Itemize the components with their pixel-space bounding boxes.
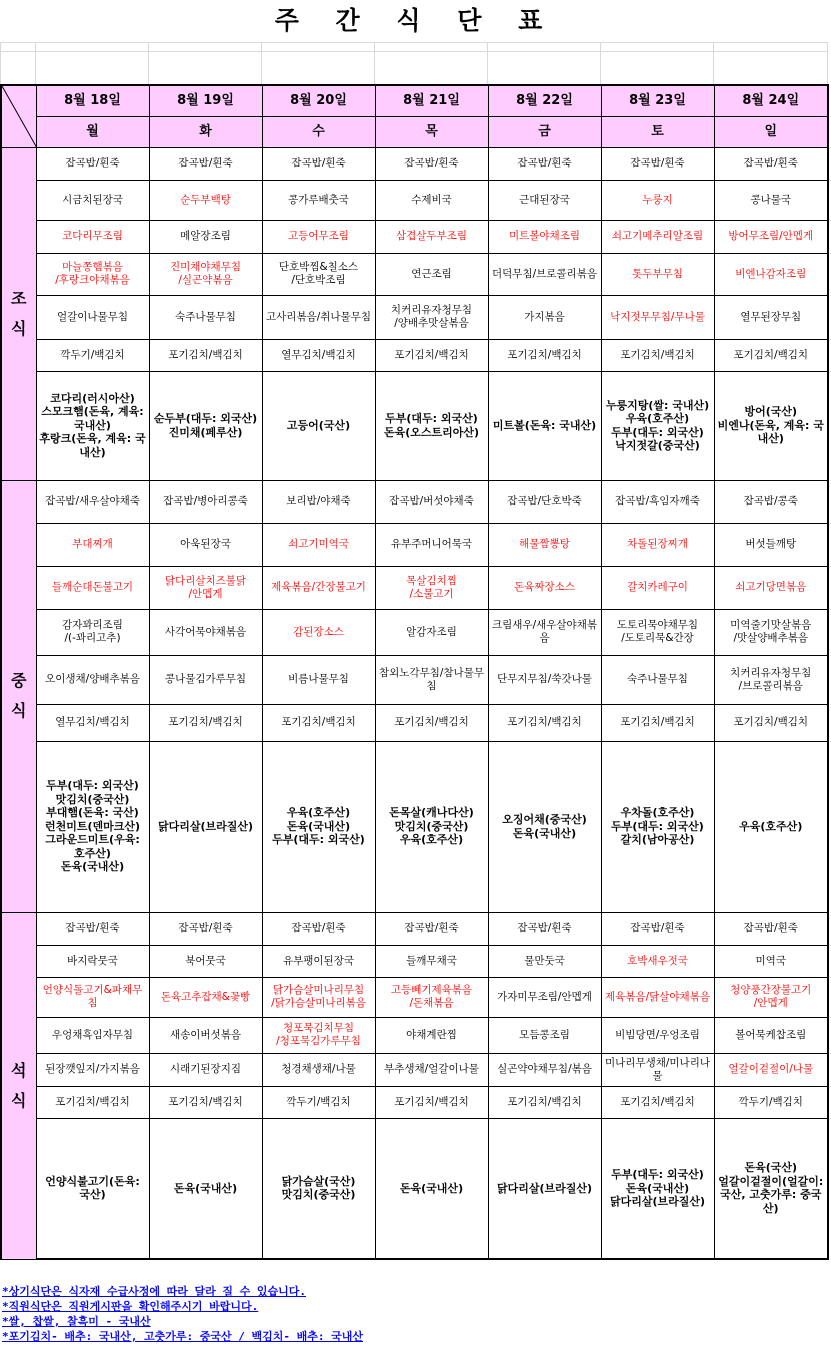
menu-item: 포기김치/백김치 <box>375 704 488 741</box>
menu-item: 잡곡밥/흰죽 <box>601 912 714 945</box>
menu-item: 목살김치찜 /소불고기 <box>375 566 488 609</box>
menu-item: 감자꽈리조림 /(-꽈리고추) <box>36 609 149 655</box>
menu-item: 언양식돌고기&파채무침 <box>36 977 149 1017</box>
menu-item: 얼갈이겉절이/나물 <box>714 1053 828 1086</box>
menu-item: 참외노각무침/참나물무침 <box>375 655 488 704</box>
menu-item: 깍두기/백김치 <box>262 1086 375 1118</box>
menu-item: 잡곡밥/버섯야채죽 <box>375 480 488 523</box>
menu-item: 잡곡밥/흰죽 <box>262 147 375 180</box>
menu-item: 수제비국 <box>375 180 488 220</box>
menu-item: 닭가슴살미나리무침 /닭가슴살미나리볶음 <box>262 977 375 1017</box>
weekday-header: 화 <box>149 116 262 147</box>
menu-item: 더덕무침/브로콜리볶음 <box>488 253 601 295</box>
origin-info: 방어(국산) 비엔나(돈육, 계육: 국내산) <box>714 371 828 480</box>
origin-info: 우육(호주산) <box>714 741 828 912</box>
menu-item: 순두부백탕 <box>149 180 262 220</box>
menu-item: 가자미무조림/안멥게 <box>488 977 601 1017</box>
menu-item: 콩가루배춧국 <box>262 180 375 220</box>
menu-item: 돈육짜장소스 <box>488 566 601 609</box>
menu-item: 북어뭇국 <box>149 945 262 977</box>
menu-item: 잡곡밥/흰죽 <box>262 912 375 945</box>
menu-item: 모듬콩조림 <box>488 1017 601 1053</box>
grid-line <box>0 51 827 52</box>
menu-item: 잡곡밥/단호박죽 <box>488 480 601 523</box>
menu-item: 차돌된장찌개 <box>601 523 714 566</box>
menu-item: 포기김치/백김치 <box>601 339 714 371</box>
origin-info: 두부(대두: 외국산) 돈육(국내산) 닭다리살(브라질산) <box>601 1118 714 1259</box>
menu-item: 코다리무조림 <box>36 220 149 253</box>
menu-item: 포기김치/백김치 <box>149 704 262 741</box>
menu-item: 고사리볶음/취나물무침 <box>262 295 375 339</box>
menu-item: 쇠고기미역국 <box>262 523 375 566</box>
menu-item: 시금치된장국 <box>36 180 149 220</box>
menu-item: 청포묵김치무침 /청포묵김가루무침 <box>262 1017 375 1053</box>
note-line: *직원식단은 직원게시판을 확인해주시기 바랍니다. <box>2 1300 259 1313</box>
date-header: 8월 19일 <box>149 85 262 116</box>
menu-item: 잡곡밥/흰죽 <box>375 912 488 945</box>
menu-item: 열무김치/백김치 <box>36 704 149 741</box>
menu-item: 아욱된장국 <box>149 523 262 566</box>
menu-item: 연근조림 <box>375 253 488 295</box>
menu-item: 미역국 <box>714 945 828 977</box>
menu-item: 갈치카레구이 <box>601 566 714 609</box>
date-header: 8월 23일 <box>601 85 714 116</box>
menu-item: 시래기된장지짐 <box>149 1053 262 1086</box>
menu-item: 보리밥/야채죽 <box>262 480 375 523</box>
menu-item: 잡곡밥/흰죽 <box>36 912 149 945</box>
menu-item: 삼겹살두부조림 <box>375 220 488 253</box>
menu-item: 숙주나물무침 <box>601 655 714 704</box>
grid-line <box>827 42 828 84</box>
grid-line <box>261 42 262 84</box>
menu-item: 단호박찜&칠소스 /단호박조림 <box>262 253 375 295</box>
menu-item: 비름나물무침 <box>262 655 375 704</box>
menu-item: 포기김치/백김치 <box>262 704 375 741</box>
menu-item: 새송이버섯볶음 <box>149 1017 262 1053</box>
menu-item: 해물짬뽕탕 <box>488 523 601 566</box>
menu-item: 콩나물김가루무침 <box>149 655 262 704</box>
menu-item: 고등어무조림 <box>262 220 375 253</box>
menu-item: 포기김치/백김치 <box>714 704 828 741</box>
menu-item: 메알장조림 <box>149 220 262 253</box>
menu-item: 잡곡밥/흰죽 <box>488 147 601 180</box>
weekday-header: 목 <box>375 116 488 147</box>
menu-item: 방어무조림/안멥게 <box>714 220 828 253</box>
date-header: 8월 21일 <box>375 85 488 116</box>
grid-line <box>374 42 375 84</box>
menu-item: 얼갈이나물무침 <box>36 295 149 339</box>
menu-item: 잡곡밥/콩죽 <box>714 480 828 523</box>
origin-info: 닭다리살(브라질산) <box>149 741 262 912</box>
menu-item: 포기김치/백김치 <box>601 704 714 741</box>
origin-info: 코다리(러시아산) 스모크햄(돈육, 계육: 국내산) 후랑크(돈육, 계육: 국내산) <box>36 371 149 480</box>
date-header: 8월 18일 <box>36 85 149 116</box>
meal-label: 중 식 <box>1 480 36 912</box>
grid-line <box>148 42 149 84</box>
menu-item: 우엉채흑임자무침 <box>36 1017 149 1053</box>
menu-item: 미역줄기맛살볶음 /맛살양배추볶음 <box>714 609 828 655</box>
menu-item: 포기김치/백김치 <box>601 1086 714 1118</box>
menu-item: 유부주머니어묵국 <box>375 523 488 566</box>
grid-line <box>0 42 827 43</box>
menu-item: 포기김치/백김치 <box>375 339 488 371</box>
menu-item: 톳두부무침 <box>601 253 714 295</box>
weekday-header: 수 <box>262 116 375 147</box>
menu-item: 잡곡밥/흰죽 <box>149 147 262 180</box>
menu-item: 열무김치/백김치 <box>262 339 375 371</box>
menu-item: 미나리무생채/미나리나물 <box>601 1053 714 1086</box>
grid-line <box>713 42 714 84</box>
meal-label: 조 식 <box>1 147 36 480</box>
menu-item: 제육볶음/닭살야채볶음 <box>601 977 714 1017</box>
menu-item: 부추생채/얼갈이나물 <box>375 1053 488 1086</box>
origin-info: 우육(호주산) 돈육(국내산) 두부(대두: 외국산) <box>262 741 375 912</box>
menu-item: 비엔나감자조림 <box>714 253 828 295</box>
menu-item: 포기김치/백김치 <box>149 339 262 371</box>
menu-item: 열무된장무침 <box>714 295 828 339</box>
menu-item: 된장깻잎지/가지볶음 <box>36 1053 149 1086</box>
menu-item: 마늘쫑햄볶음 /후랑크야채볶음 <box>36 253 149 295</box>
menu-item: 버섯들깨탕 <box>714 523 828 566</box>
menu-item: 도토리묵야채무침 /도토리묵&간장 <box>601 609 714 655</box>
menu-item: 잡곡밥/흰죽 <box>714 912 828 945</box>
origin-info: 누룽지탕(쌀: 국내산) 우육(호주산) 두부(대두: 외국산) 낙지젓갈(중국산) <box>601 371 714 480</box>
menu-item: 가지볶음 <box>488 295 601 339</box>
origin-info: 미트볼(돈육: 국내산) <box>488 371 601 480</box>
meal-label: 석 식 <box>1 912 36 1259</box>
grid-line <box>600 42 601 84</box>
grid-line <box>487 42 488 84</box>
note-line: *쌀, 찹쌀, 찰흑미 - 국내산 <box>2 1315 151 1328</box>
origin-info: 돈육(국내산) <box>375 1118 488 1259</box>
menu-item: 잡곡밥/흰죽 <box>149 912 262 945</box>
menu-item: 포기김치/백김치 <box>488 339 601 371</box>
menu-item: 야채계란찜 <box>375 1017 488 1053</box>
blank-spreadsheet-rows <box>0 42 831 84</box>
menu-item: 유부팽이된장국 <box>262 945 375 977</box>
menu-item: 들깨무채국 <box>375 945 488 977</box>
grid-line <box>35 42 36 84</box>
menu-item: 미트볼야채조림 <box>488 220 601 253</box>
menu-item: 잡곡밥/흰죽 <box>488 912 601 945</box>
origin-info: 고등어(국산) <box>262 371 375 480</box>
menu-item: 잡곡밥/흰죽 <box>601 147 714 180</box>
menu-item: 숙주나물무침 <box>149 295 262 339</box>
weekday-header: 월 <box>36 116 149 147</box>
origin-info: 닭다리살(브라질산) <box>488 1118 601 1259</box>
menu-item: 포기김치/백김치 <box>149 1086 262 1118</box>
menu-item: 낙지젓무무침/무나물 <box>601 295 714 339</box>
menu-item: 포기김치/백김치 <box>714 339 828 371</box>
origin-info: 돈육(국산) 얼갈이겉절이(얼갈이: 국산, 고춧가루: 중국산) <box>714 1118 828 1259</box>
date-header: 8월 20일 <box>262 85 375 116</box>
menu-item: 포기김치/백김치 <box>488 1086 601 1118</box>
menu-item: 잡곡밥/흰죽 <box>36 147 149 180</box>
origin-info: 언양식불고기(돈육: 국산) <box>36 1118 149 1259</box>
origin-info: 돈육(국내산) <box>149 1118 262 1259</box>
origin-info: 두부(대두: 외국산) 맛김치(중국산) 부대햄(돈육: 국산) 런천미트(덴마크산) 그라운드미트(우육: 호주산) 돈육(국내산) <box>36 741 149 912</box>
menu-item: 물만둣국 <box>488 945 601 977</box>
menu-item: 볼어묵케찹조림 <box>714 1017 828 1053</box>
corner-cell <box>1 85 36 147</box>
menu-item: 고등빼기제육볶음 /돈채볶음 <box>375 977 488 1017</box>
menu-item: 돈육고추잡채&꽃빵 <box>149 977 262 1017</box>
menu-item: 오이생채/양배추볶음 <box>36 655 149 704</box>
weekday-header: 금 <box>488 116 601 147</box>
origin-info: 오징어채(중국산) 돈육(국내산) <box>488 741 601 912</box>
menu-item: 쇠고기메추리알조림 <box>601 220 714 253</box>
page-title: 주 간 식 단 표 <box>274 6 557 35</box>
menu-item: 잡곡밥/병아리콩죽 <box>149 480 262 523</box>
menu-item: 실곤약야채무침/볶음 <box>488 1053 601 1086</box>
origin-info: 우차돌(호주산) 두부(대두: 외국산) 갈치(남아공산) <box>601 741 714 912</box>
origin-info: 순두부(대두: 외국산) 진미채(페루산) <box>149 371 262 480</box>
menu-item: 깍두기/백김치 <box>714 1086 828 1118</box>
menu-item: 사각어묵야채볶음 <box>149 609 262 655</box>
note-line: *상기식단은 식자재 수급사정에 따라 달라 질 수 있습니다. <box>2 1285 306 1298</box>
menu-item: 누룽지 <box>601 180 714 220</box>
menu-item: 닭다리살치즈불닭 /안멥게 <box>149 566 262 609</box>
menu-item: 호박새우젓국 <box>601 945 714 977</box>
menu-item: 치커리유자청무침 /브로콜리볶음 <box>714 655 828 704</box>
date-header: 8월 24일 <box>714 85 828 116</box>
menu-item: 잡곡밥/흰죽 <box>714 147 828 180</box>
menu-item: 포기김치/백김치 <box>488 704 601 741</box>
weekly-menu-table <box>0 84 829 1260</box>
menu-item: 잡곡밥/흑임자깨죽 <box>601 480 714 523</box>
menu-item: 잡곡밥/흰죽 <box>375 147 488 180</box>
menu-item: 단무지무침/쑥갓나물 <box>488 655 601 704</box>
menu-item: 근대된장국 <box>488 180 601 220</box>
menu-item: 감된장소스 <box>262 609 375 655</box>
menu-item: 진미채야채무침 /실곤약볶음 <box>149 253 262 295</box>
menu-item: 잡곡밥/새우살야채죽 <box>36 480 149 523</box>
menu-item: 알감자조림 <box>375 609 488 655</box>
menu-item: 들깨순대돈불고기 <box>36 566 149 609</box>
origin-info: 닭가슴살(국산) 맛김치(중국산) <box>262 1118 375 1259</box>
weekday-header: 일 <box>714 116 828 147</box>
menu-item: 제육볶음/간장불고기 <box>262 566 375 609</box>
notes-section <box>2 1284 822 1344</box>
menu-item: 청경채생채/나물 <box>262 1053 375 1086</box>
menu-item: 크림새우/새우살야채볶음 <box>488 609 601 655</box>
menu-item: 콩나물국 <box>714 180 828 220</box>
weekday-header: 토 <box>601 116 714 147</box>
menu-item: 쇠고기당면볶음 <box>714 566 828 609</box>
origin-info: 돈목살(캐나다산) 맛김치(중국산) 우육(호주산) <box>375 741 488 912</box>
note-line: *포기김치- 배추: 국내산, 고춧가루: 중국산 / 백김치- 배추: 국내산 <box>2 1330 363 1343</box>
menu-item: 청양풍간장불고기 /안멥게 <box>714 977 828 1017</box>
grid-line <box>0 42 1 84</box>
origin-info: 두부(대두: 외국산) 돈육(오스트리아산) <box>375 371 488 480</box>
diagonal-line <box>2 86 36 147</box>
date-header: 8월 22일 <box>488 85 601 116</box>
menu-item: 치커리유자청무침 /양배추맛살볶음 <box>375 295 488 339</box>
menu-item: 바지락뭇국 <box>36 945 149 977</box>
menu-item: 포기김치/백김치 <box>375 1086 488 1118</box>
menu-item: 비빔당면/우엉조림 <box>601 1017 714 1053</box>
menu-item: 부대찌개 <box>36 523 149 566</box>
menu-item: 포기김치/백김치 <box>36 1086 149 1118</box>
menu-item: 깍두기/백김치 <box>36 339 149 371</box>
